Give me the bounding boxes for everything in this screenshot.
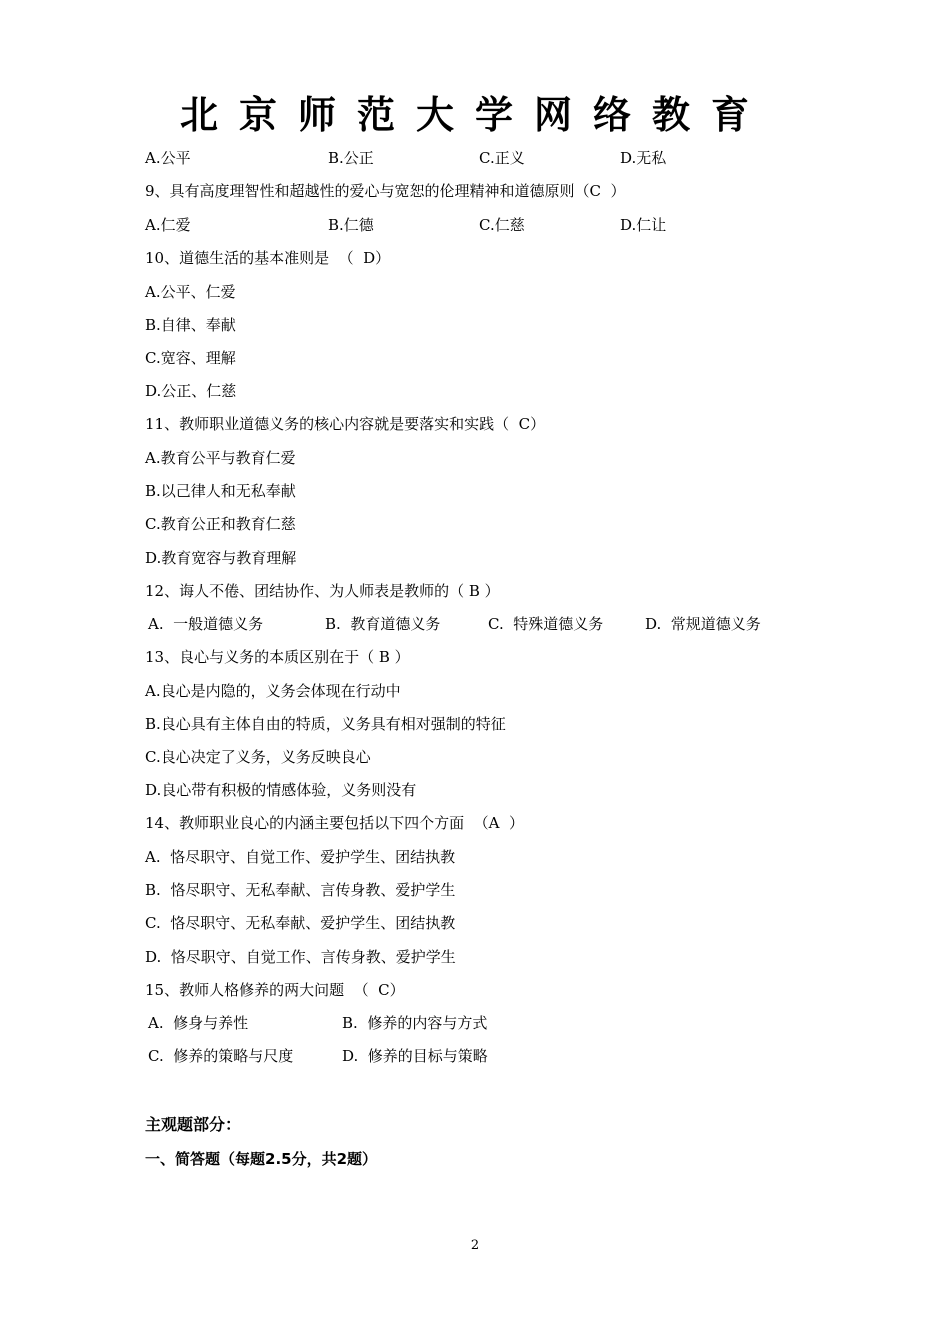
q13-option-b: B.良心具有主体自由的特质，义务具有相对强制的特征 [145,715,506,733]
q9-option-b: B.仁德 [328,216,374,234]
q13-stem: 13、良心与义务的本质区别在于（ B ） [145,648,410,666]
page-number: 2 [470,1238,480,1253]
page-title: 北京师范大学网络教育 [179,93,770,137]
q9-option-c: C.仁慈 [479,216,525,234]
q10-option-b: B.自律、奉献 [145,316,236,334]
short-answer-heading: 一、简答题（每题2.5分，共2题） [145,1150,378,1168]
q15-option-b: B. 修养的内容与方式 [342,1014,488,1032]
q9-option-d: D.仁让 [620,216,667,234]
q10-stem: 10、道德生活的基本准则是 （ D） [145,249,391,267]
q12-option-a: A. 一般道德义务 [148,615,264,633]
q13-option-c: C.良心决定了义务，义务反映良心 [145,748,371,766]
q8-option-b: B.公正 [328,149,374,167]
q14-option-d: D. 恪尽职守、自觉工作、言传身教、爱护学生 [145,948,456,966]
q13-option-d: D.良心带有积极的情感体验，义务则没有 [145,781,417,799]
q11-stem: 11、教师职业道德义务的核心内容就是要落实和实践（ C） [145,415,546,433]
q14-option-c: C. 恪尽职守、无私奉献、爱护学生、团结执教 [145,914,456,932]
q12-stem: 12、诲人不倦、团结协作、为人师表是教师的（ B ） [145,582,500,600]
q12-option-d: D. 常规道德义务 [645,615,761,633]
q15-option-a: A. 修身与养性 [148,1014,249,1032]
q13-option-a: A.良心是内隐的，义务会体现在行动中 [145,682,401,700]
q10-option-d: D.公正、仁慈 [145,382,237,400]
q12-option-b: B. 教育道德义务 [325,615,441,633]
q9-option-a: A.仁爱 [145,216,191,234]
q10-option-a: A.公平、仁爱 [145,283,236,301]
q15-option-c: C. 修养的策略与尺度 [148,1047,294,1065]
subjective-heading: 主观题部分： [145,1115,242,1134]
q11-option-d: D.教育宽容与教育理解 [145,549,297,567]
q11-option-a: A.教育公平与教育仁爱 [145,449,296,467]
q14-option-a: A. 恪尽职守、自觉工作、爱护学生、团结执教 [145,848,456,866]
q9-stem: 9、具有高度理智性和超越性的爱心与宽恕的伦理精神和道德原则（C ） [145,182,626,200]
q8-option-a: A.公平 [145,149,191,167]
q15-stem: 15、教师人格修养的两大问题 （ C） [145,981,405,999]
q15-option-d: D. 修养的目标与策略 [342,1047,488,1065]
q14-stem: 14、教师职业良心的内涵主要包括以下四个方面 （A ） [145,814,524,832]
q8-option-c: C.正义 [479,149,525,167]
q14-option-b: B. 恪尽职守、无私奉献、言传身教、爱护学生 [145,881,456,899]
q12-option-c: C. 特殊道德义务 [488,615,604,633]
q11-option-c: C.教育公正和教育仁慈 [145,515,296,533]
q11-option-b: B.以己律人和无私奉献 [145,482,296,500]
q10-option-c: C.宽容、理解 [145,349,236,367]
q8-option-d: D.无私 [620,149,667,167]
